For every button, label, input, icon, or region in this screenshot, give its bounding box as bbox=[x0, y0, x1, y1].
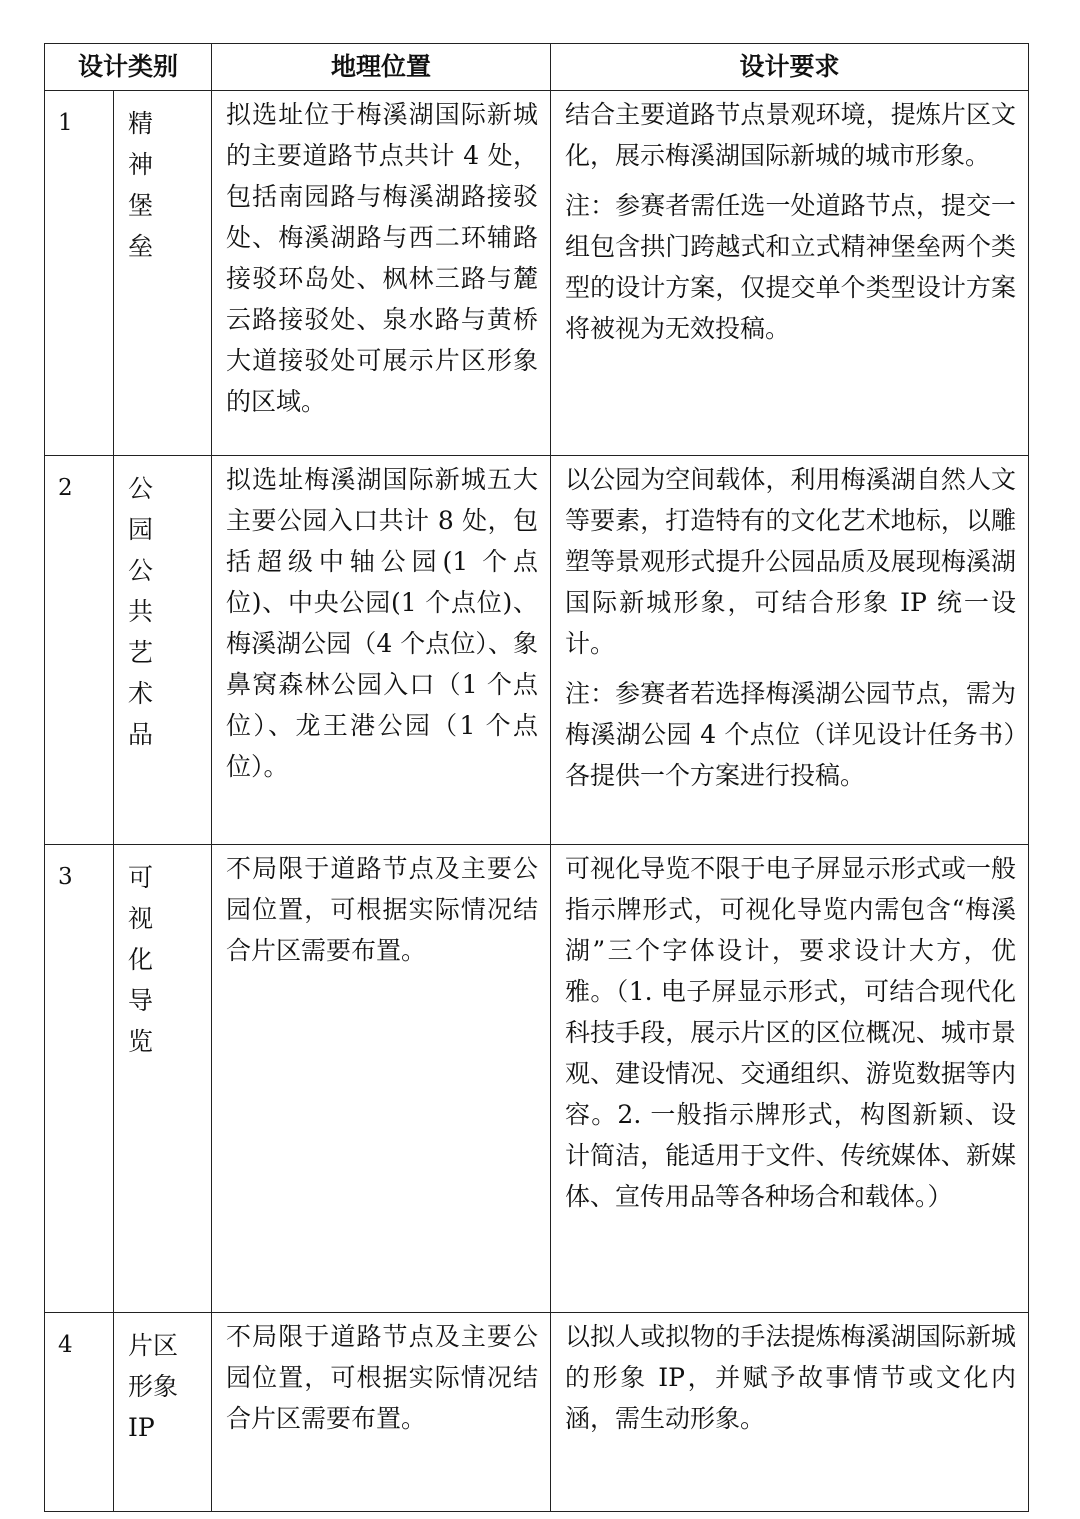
row-location: 拟选址位于梅溪湖国际新城的主要道路节点共计 4 处，包括南园路与梅溪湖路接驳处、梅溪湖路与西二环辅路接驳环岛处、枫林三路与麓云路接驳处、泉水路与黄桥大道接驳处可展示片区形象的区域。 bbox=[212, 91, 551, 456]
category-char: 公 bbox=[128, 474, 154, 503]
category-char: 形象 bbox=[128, 1372, 179, 1401]
category-char: 艺 bbox=[128, 638, 154, 667]
category-char: 导 bbox=[128, 986, 154, 1015]
table-row bbox=[45, 1313, 1029, 1512]
row-requirement bbox=[551, 91, 1029, 456]
row-number: 2 bbox=[45, 456, 114, 845]
requirement-note: 注：参赛者需任选一处道路节点，提交一组包含拱门跨越式和立式精神堡垒两个类型的设计方案，仅提交单个类型设计方案将被视为无效投稿。 bbox=[565, 191, 1017, 343]
requirement-text: 以拟人或拟物的手法提炼梅溪湖国际新城的形象 IP，并赋予故事情节或文化内涵，需生动形象。 bbox=[565, 1322, 1017, 1433]
row-category bbox=[114, 91, 212, 456]
row-category bbox=[114, 845, 212, 1313]
row-requirement bbox=[551, 845, 1029, 1313]
requirement-text: 结合主要道路节点景观环境，提炼片区文化，展示梅溪湖国际新城的城市形象。 bbox=[565, 100, 1017, 170]
header-requirements: 设计要求 bbox=[551, 44, 1029, 91]
row-requirement bbox=[551, 1313, 1029, 1512]
category-char: 园 bbox=[128, 515, 154, 544]
category-char: 术 bbox=[128, 679, 154, 708]
header-design-category: 设计类别 bbox=[45, 44, 212, 91]
row-requirement bbox=[551, 456, 1029, 845]
category-char: 视 bbox=[128, 904, 154, 933]
category-char: 堡 bbox=[128, 191, 154, 220]
table-header-row bbox=[45, 44, 1029, 91]
row-category bbox=[114, 456, 212, 845]
category-char: IP bbox=[128, 1413, 155, 1442]
category-char: 可 bbox=[128, 863, 154, 892]
row-location: 不局限于道路节点及主要公园位置，可根据实际情况结合片区需要布置。 bbox=[212, 1313, 551, 1512]
category-char: 共 bbox=[128, 597, 154, 626]
category-char: 化 bbox=[128, 945, 154, 974]
row-location: 拟选址梅溪湖国际新城五大主要公园入口共计 8 处，包括超级中轴公园(1 个点位)、中央公园(1 个点位)、梅溪湖公园（4 个点位）、象鼻窝森林公园入口（1 个点位）、龙王港公园（1 个点位）。 bbox=[212, 456, 551, 845]
requirement-text: 以公园为空间载体，利用梅溪湖自然人文等要素，打造特有的文化艺术地标，以雕塑等景观形式提升公园品质及展现梅溪湖国际新城形象，可结合形象 IP 统一设计。 bbox=[565, 465, 1017, 658]
row-number: 3 bbox=[45, 845, 114, 1313]
category-char: 神 bbox=[128, 150, 154, 179]
row-category bbox=[114, 1313, 212, 1512]
row-number: 4 bbox=[45, 1313, 114, 1512]
header-location: 地理位置 bbox=[212, 44, 551, 91]
requirement-note: 注：参赛者若选择梅溪湖公园节点，需为梅溪湖公园 4 个点位（详见设计任务书）各提供一个方案进行投稿。 bbox=[565, 679, 1017, 790]
category-char: 垒 bbox=[128, 232, 154, 261]
requirement-text: 可视化导览不限于电子屏显示形式或一般指示牌形式，可视化导览内需包含“梅溪湖”三个字体设计，要求设计大方，优雅。（1. 电子屏显示形式，可结合现代化科技手段，展示片区的区位概况、城市景观、建设情况、交通组织、游览数据等内容。2. 一般指示牌形式，构图新颖、设计简洁，能适用于文件、传统媒体、新媒体、宣传用品等各种场合和载体。） bbox=[565, 854, 1017, 1211]
category-char: 公 bbox=[128, 556, 154, 585]
table-row bbox=[45, 91, 1029, 456]
category-char: 品 bbox=[128, 720, 154, 749]
category-char: 览 bbox=[128, 1027, 154, 1056]
category-char: 精 bbox=[128, 109, 154, 138]
row-location: 不局限于道路节点及主要公园位置，可根据实际情况结合片区需要布置。 bbox=[212, 845, 551, 1313]
row-number: 1 bbox=[45, 91, 114, 456]
table-row bbox=[45, 456, 1029, 845]
category-char: 片区 bbox=[128, 1331, 179, 1360]
design-requirements-table bbox=[44, 43, 1029, 1512]
table-row bbox=[45, 845, 1029, 1313]
